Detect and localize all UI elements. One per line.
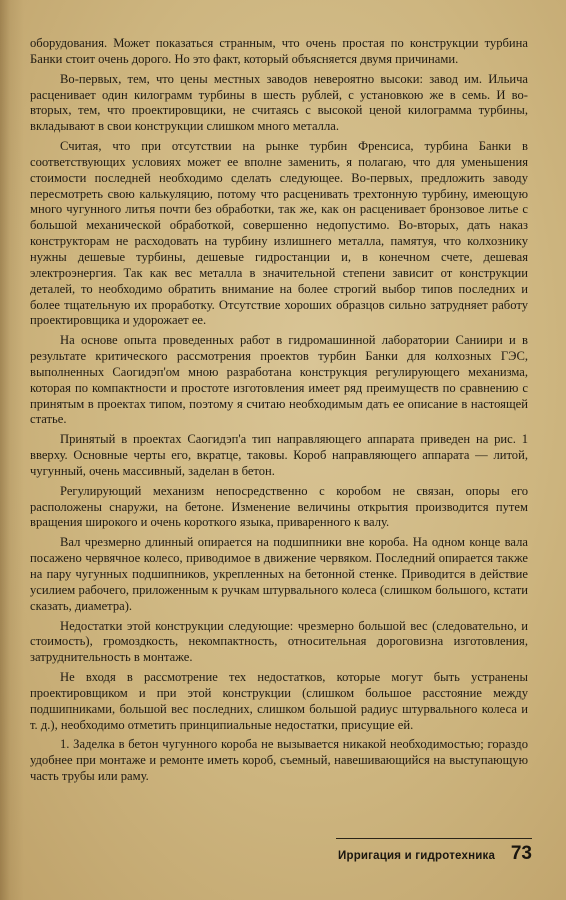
paragraph-6: Регулирующий механизм непосредственно с коробом не связан, опоры его расположены снаружи, на бетоне. Изменение величины открытия производится путем вращения широкого и очень короткого языка, приваренного к валу. (30, 483, 528, 530)
footer-divider (336, 838, 532, 839)
paragraph-8: Недостатки этой конструкции следующие: чрезмерно большой вес (следовательно, и стоимость), громоздкость, некомпактность, относительная дороговизна изготовления, затруднительность в монтаже. (30, 618, 528, 665)
paragraph-10: 1. Заделка в бетон чугунного короба не вызывается никакой необходимостью; гораздо удобнее при монтаже и ремонте иметь короб, съемный, навешивающийся на выступающую часть трубы или раму. (30, 737, 528, 784)
paragraph-9: Не входя в рассмотрение тех недостатков, которые могут быть устранены проектировщиком и при этой конструкции (слишком большое расстояние между подшипниками, большой вес последних, слишком большой радиус штурвального колеса и т. д.), необходимо отметить принципиальные недостатки, присущие ей. (30, 670, 528, 732)
paragraph-3: Считая, что при отсутствии на рынке турбин Френсиса, турбина Банки в соответствующих условиях может ее вполне заменить, я полагаю, что для уменьшения стоимости последней необходимо сделать следующее. Во-первых, предложить заводу пересмотреть свою калькуляцию, потому что расценивать трехтонную турбину, имеющую много чугунного литья почти без обработки, так же, как он расценивает бронзовое литье с большой механической обработкой, совершенно недопустимо. Во-вторых, дать наказ конструкторам не расходовать на турбину излишнего металла, памятуя, что колхознику нужны дешевые турбины, дешевые гидростанции и, в конечном счете, дешевая электроэнергия. Так как вес металла в значительной степени зависит от конструкции деталей, то необходимо обратить внимание на более строгий выбор типов последних и более тщательную их проработку. Отсутствие хороших образцов сильно затрудняет работу проектировщика и удорожает ее. (30, 139, 528, 328)
paragraph-4: На основе опыта проведенных работ в гидромашинной лаборатории Саниири и в результате критического рассмотрения проектов турбин Банки для колхозных ГЭС, выполненных Саогидэп'ом мною разработана конструкция регулирующего механизма, которая по компактности и простоте изготовления имеет ряд преимуществ по сравнению с принятым в проектах типом, поэтому я считаю необходимым дать ее описание в настоящей статье. (30, 333, 528, 427)
article-body (30, 36, 528, 789)
paragraph-5: Принятый в проектах Саогидэп'а тип направляющего аппарата приведен на рис. 1 вверху. Основные черты его, вкратце, таковы. Короб направляющего аппарата — литой, чугунный, очень массивный, заделан в бетон. (30, 432, 528, 478)
page-footer (336, 838, 532, 866)
paragraph-2: Во-первых, тем, что цены местных заводов невероятно высоки: завод им. Ильича расценивает один килограмм турбины в шесть рублей, с установкою же в семь. И во-вторых, тем, что проектировщики, не считаясь с высокой ценой килограмма турбины, вкладывают в свои конструкции слишком много металла. (30, 71, 528, 134)
paragraph-7: Вал чрезмерно длинный опирается на подшипники вне короба. На одном конце вала посажено червячное колесо, приводимое в движение червяком. Последний опирается также на пару чугунных подшипников, укрепленных на бетонной стенке. Приводится в действие усилием рабочего, приложенным к ручкам штурвального колеса (слишком большого, кстати сказать, диаметра). (30, 535, 528, 613)
page-number: 73 (510, 843, 532, 864)
paragraph-1: оборудования. Может показаться странным, что очень простая по конструкции турбина Банки стоит очень дорого. Но это факт, который объясняется двумя причинами. (30, 36, 528, 66)
journal-title: Ирригация и гидротехника (338, 850, 496, 862)
